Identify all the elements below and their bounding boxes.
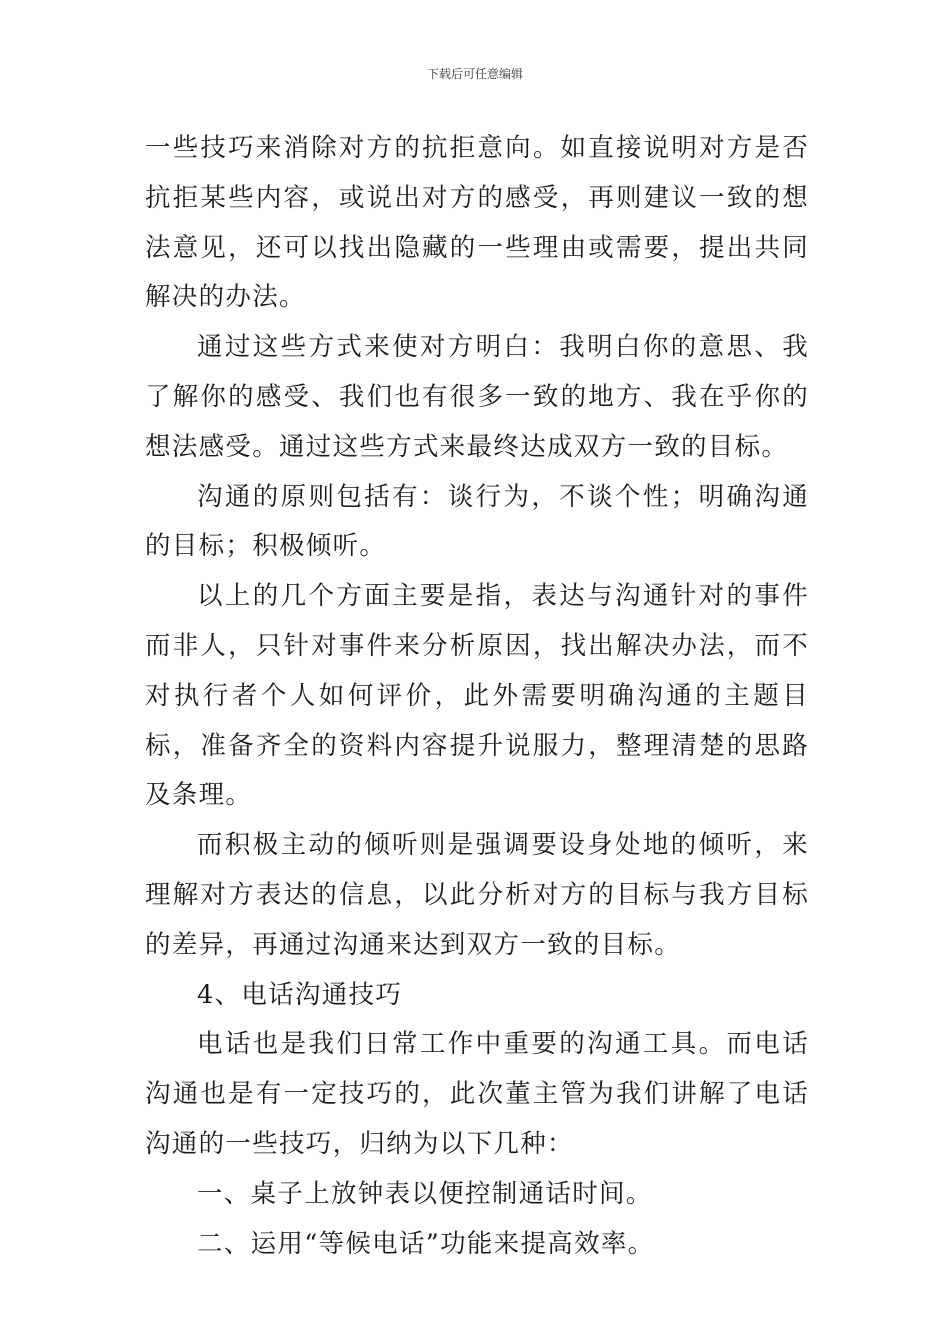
- list-item-1: 一、桌子上放钟表以便控制通话时间。: [197, 1178, 653, 1209]
- paragraph-6: 电话也是我们日常工作中重要的沟通工具。而电话沟通也是有一定技巧的，此次董主管为我们讲解了电话沟通的一些技巧，归纳为以下几种：: [145, 1029, 809, 1159]
- paragraph-2: 通过这些方式来使对方明白：我明白你的意思、我了解你的感受、我们也有很多一致的地方、我在乎你的想法感受。通过这些方式来最终达成双方一致的目标。: [145, 332, 809, 462]
- paragraph-4: 以上的几个方面主要是指，表达与沟通针对的事件而非人，只针对事件来分析原因，找出解决办法，而不对执行者个人如何评价，此外需要明确沟通的主题目标，准备齐全的资料内容提升说服力，整理清楚的思路及条理。: [145, 581, 809, 811]
- paragraph-5: 而积极主动的倾听则是强调要设身处地的倾听，来理解对方表达的信息，以此分析对方的目标与我方目标的差异，再通过沟通来达到双方一致的目标。: [145, 830, 809, 960]
- paragraph-3: 沟通的原则包括有：谈行为，不谈个性；明确沟通的目标；积极倾听。: [145, 481, 809, 562]
- page-header: 下载后可任意编辑: [426, 67, 523, 81]
- list-item-2: 二、运用“等候电话”功能来提高效率。: [197, 1228, 655, 1259]
- paragraph-1: 一些技巧来消除对方的抗拒意向。如直接说明对方是否抗拒某些内容，或说出对方的感受，再则建议一致的想法意见，还可以找出隐藏的一些理由或需要，提出共同解决的办法。: [145, 133, 809, 313]
- document-body: [145, 124, 809, 1269]
- section-heading-phone-skills: 4、电话沟通技巧: [197, 979, 403, 1010]
